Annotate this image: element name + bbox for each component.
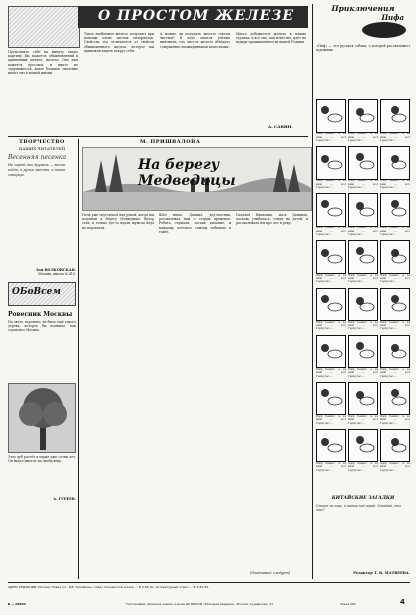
comic-panel [316,335,346,369]
comic-drawing-icon [349,289,378,322]
pif-logo [362,22,406,38]
comic-drawing-icon [381,289,410,322]
comic-caption: Пиф бежит, а за ним — кот Геркулес… [348,320,378,331]
comic-panel [316,288,346,322]
main-story [82,139,310,579]
obo-vsem-title: ОБоВсем [12,287,61,297]
main-story-col2: Шёл мимо, Даниил, дед-охотник, рассказывал нам о старых временах. Ребята слушали, затаив дыхание, и каждому хотелось самому побывать в тайге. [159,213,231,234]
comic-intro: «Пиф» — это русская собака, о которой рассказывает художник. [316,44,410,53]
comic-caption: Пиф бежит, а за ним — кот Геркулес… [348,179,378,190]
footer-code: Б — 00605 [8,602,26,606]
tree-icon [9,384,77,452]
tree-photo [8,383,76,453]
riddle-title: КИТАЙСКИЕ ЗАГАДКИ [331,496,395,501]
comic-drawing-icon [381,383,410,416]
comic-drawing-icon [317,383,346,416]
top-article-col1: Представьте себе на минуту такую картину. Вы, кажется, обыкновенный и привычный металл, железо. Оно нам кажется простым, и никто не задумывается, какое большое значение имеет оно в нашей жизни. [8,50,78,76]
comic-caption: Пиф бежит, а за ним — кот Геркулес… [380,414,410,425]
comic-drawing-icon [381,336,410,369]
comic-drawing-icon [317,336,346,369]
story2-title: Ровесник Москвы [8,311,73,318]
comic-caption: Пиф бежит, а за ним — кот Геркулес… [348,132,378,142]
comic-drawing-icon [381,430,410,463]
comic-grid [316,99,410,474]
comic-panel [380,99,410,133]
main-story-title: На берегу Медведицы [138,157,236,189]
poem-place: Москва, школа № 415. [38,272,76,276]
footer-address: АДРЕС РЕДАКЦИИ: Москва, Новая пл., 6/8. Телефоны: отдел пионерской жизни — Б 3-64-00, литературный отдел — Б 3-80-55. [8,585,210,589]
comic-caption: Пиф бежит, а за ним — кот Геркулес… [348,226,378,237]
comic-caption: Пиф бежит, а за ним — кот Геркулес… [380,273,410,284]
comic-caption: Пиф бежит, а за ним — кот Геркулес… [380,132,410,142]
comic-drawing-icon [349,383,378,416]
divider-footer [8,582,410,583]
comic-caption: Пиф бежит, а за ним — кот Геркулес… [316,132,346,142]
comic-panel [380,193,410,227]
comic-drawing-icon [349,194,378,227]
comic-panel [348,335,378,369]
obo-vsem-banner [8,282,76,306]
poem-title: Весенняя песенка [8,154,67,161]
comic-drawing-icon [349,147,378,180]
story2-text: На свете, вероятно, не было ещё такого дерева, которое бы помнило, как строилась Москва. [8,320,76,333]
poem-text: Не горюй ты дружок — весна идёт, и ручьи звенят, и поют скворцы. [8,163,66,177]
story2-author: А. ГУРЕЕВ. [53,497,76,501]
comic-panel [380,146,410,180]
comic-caption: Пиф бежит, а за ним — кот Геркулес… [348,367,378,378]
top-article-col4: Много добывается железа в наших странах, и всё оно, как известно, идёт на нужды промышленности нашей Родины. [236,32,306,45]
divider-top [8,136,308,137]
comic-caption: Пиф бежит, а за ним — кот Геркулес… [380,179,410,190]
right-column [316,4,410,580]
comic-drawing-icon [349,336,378,369]
divider-right [312,4,313,579]
comic-drawing-icon [317,100,346,133]
comic-caption: Пиф бежит, а за ним — кот Геркулес… [316,414,346,425]
comic-drawing-icon [349,241,378,274]
comic-caption: Пиф бежит, а за ним — кот Геркулес… [348,273,378,284]
main-story-end-note: (Окончание следует) [250,571,291,575]
comic-header-subtitle: Пифа [381,13,404,22]
top-article-headline: О ПРОСТОМ ЖЕЛЕЗЕ [98,8,295,24]
comic-caption: Пиф бежит, а за ним — кот Геркулес… [380,462,410,472]
comic-panel [380,288,410,322]
comic-caption: Пиф бежит, а за ним — кот Геркулес… [380,226,410,237]
comic-panel [316,240,346,274]
divider-left [78,139,79,579]
comic-caption: Пиф бежит, а за ним — кот Геркулес… [348,414,378,425]
comic-panel [316,99,346,133]
section-title: ТВОРЧЕСТВО [19,139,65,145]
comic-drawing-icon [381,194,410,227]
footer-printing: Типография «Красное знамя» изд-ва ЦК ВЛКСМ «Молодая гвардия». Москва, Сущёвская, 21. [126,602,274,606]
comic-drawing-icon [317,289,346,322]
story2-caption: Этот дуб растёт в парке уже сотни лет. Он видел многое на своём веку. [8,455,76,464]
comic-drawing-icon [381,100,410,133]
top-article [8,4,308,134]
top-article-author: А. САВИН. [268,124,293,129]
comic-caption: Пиф бежит, а за ним — кот Геркулес… [380,320,410,331]
top-article-col2: Такое необычное железо получают при помощи очень чистых материалов. Свойства его отличаются от свойств обыкновенного железа, которое мы привыкли видеть вокруг себя. [84,32,154,53]
comic-drawing-icon [381,147,410,180]
comic-panel [348,193,378,227]
comic-panel [316,382,346,416]
poem-author: Зоя ВОЛКОВСКАЯ. [35,268,76,272]
comic-caption: Пиф бежит, а за ним — кот Геркулес… [316,226,346,237]
comic-header-title: Приключения [331,4,395,13]
comic-panel [316,146,346,180]
comic-panel [316,193,346,227]
comic-caption: Пиф бежит, а за ним — кот Геркулес… [316,320,346,331]
comic-caption: Пиф бежит, а за ним — кот Геркулес… [316,462,346,472]
top-banner-illustration [8,6,80,48]
comic-panel [348,288,378,322]
editor-line: Редактор Т. В. МАТВЕЕВА. [353,571,410,575]
comic-drawing-icon [317,241,346,274]
comic-panel [348,382,378,416]
comic-panel [380,335,410,369]
comic-caption: Пиф бежит, а за ним — кот Геркулес… [348,462,378,472]
comic-drawing-icon [349,100,378,133]
comic-panel [380,240,410,274]
main-story-col1: Ночь уже спустилась над рекой, когда мы подошли к берегу Медведицы. Ветер стих, и только где-то вдали шумела вода на перекатах. [82,213,154,230]
main-story-author: М. ПРИШВАЛОВА [140,139,201,145]
left-column [8,139,76,579]
section-subtitle: НАШИХ ЧИТАТЕЛЕЙ [18,146,66,151]
comic-caption: Пиф бежит, а за ним — кот Геркулес… [316,179,346,190]
footer-order: Заказ 264 [340,602,356,606]
comic-panel [348,146,378,180]
comic-drawing-icon [317,194,346,227]
top-article-col3: А можно ли получить железо совсем чистым? В ходе опытов учёные выяснили, что чистое железо обладает совершенно неожиданными качествами. [160,32,230,49]
comic-drawing-icon [317,430,346,463]
comic-drawing-icon [317,147,346,180]
comic-caption: Пиф бежит, а за ним — кот Геркулес… [380,367,410,378]
footer-page-number: 4 [400,598,405,606]
comic-panel [316,429,346,463]
comic-caption: Пиф бежит, а за ним — кот Геркулес… [316,367,346,378]
comic-panel [348,429,378,463]
comic-caption: Пиф бежит, а за ним — кот Геркулес… [316,273,346,284]
comic-panel [380,382,410,416]
comic-panel [348,240,378,274]
comic-panel [348,99,378,133]
riddle-text: Стоит на горе, а шапка под горой. Отгадай, кто это? [316,504,402,513]
comic-panel [380,429,410,463]
comic-drawing-icon [381,241,410,274]
main-story-col3: Наталья Ивановна, мать Даниила, ласково улыбалась, глядя на детей, и рассказывала им про лес и реку. [236,213,308,226]
comic-drawing-icon [349,430,378,463]
